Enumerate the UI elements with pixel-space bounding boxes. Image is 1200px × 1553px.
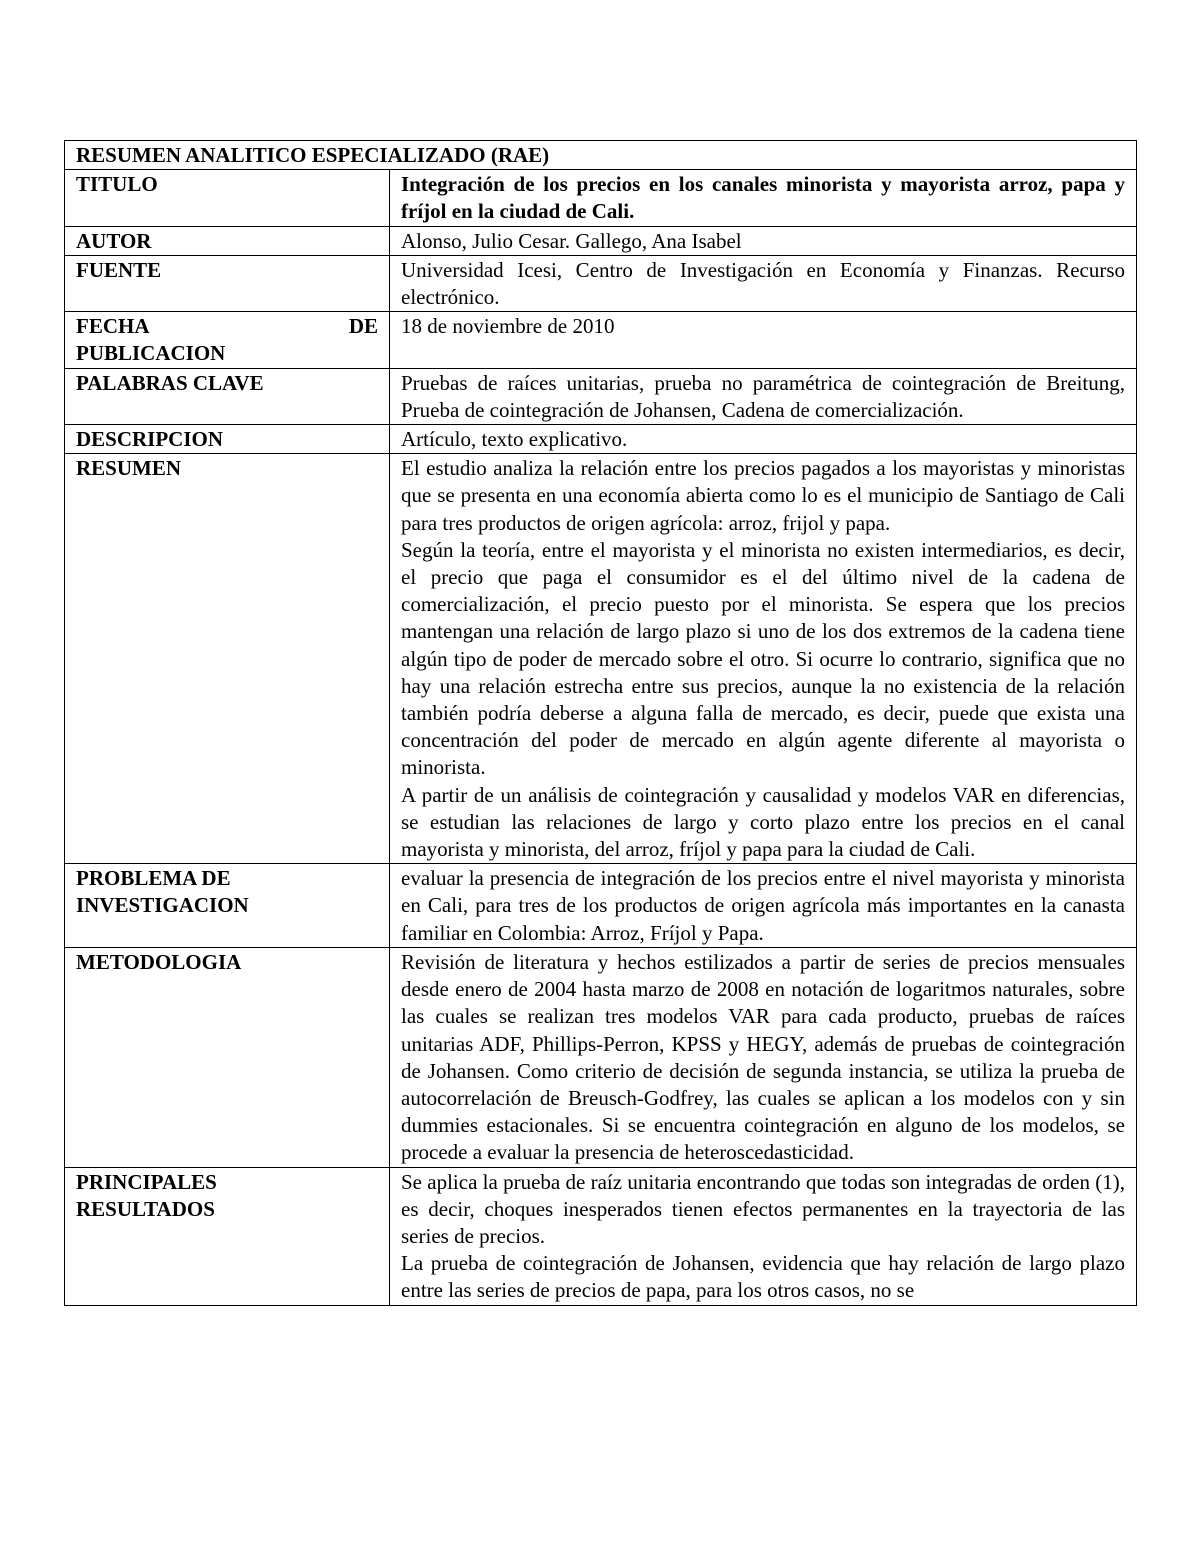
row-label-fecha-line2: PUBLICACION xyxy=(76,341,226,366)
row-value-fecha: 18 de noviembre de 2010 xyxy=(390,312,1137,368)
table-row-fecha xyxy=(65,312,1137,368)
row-label-titulo: TITULO xyxy=(65,170,390,226)
row-label-resultados-line1: PRINCIPALES xyxy=(76,1169,217,1194)
resultados-paragraph-1: Se aplica la prueba de raíz unitaria encontrando que todas son integradas de orden (1), es decir, choques inesperados tienen efectos permanentes en la trayectoria de las series de precios. xyxy=(401,1169,1125,1248)
row-value-titulo: Integración de los precios en los canales minorista y mayorista arroz, papa y fríjol en la ciudad de Cali. xyxy=(390,170,1137,226)
table-row-problema xyxy=(65,864,1137,948)
table-row-fuente xyxy=(65,255,1137,311)
table-row-autor xyxy=(65,226,1137,255)
resumen-paragraph-1: El estudio analiza la relación entre los precios pagados a los mayoristas y minoristas que se presenta en una economía abierta como lo es el municipio de Santiago de Cali para tres productos de origen agrícola: arroz, frijol y papa. xyxy=(401,456,1125,535)
table-row-titulo xyxy=(65,170,1137,226)
row-value-fuente: Universidad Icesi, Centro de Investigación en Economía y Finanzas. Recurso electrónico. xyxy=(390,255,1137,311)
row-value-descripcion: Artículo, texto explicativo. xyxy=(390,425,1137,454)
row-label-autor: AUTOR xyxy=(65,226,390,255)
row-label-problema xyxy=(65,864,390,948)
table-row-resumen xyxy=(65,454,1137,864)
table-row-palabras-clave xyxy=(65,368,1137,424)
table-header-row xyxy=(65,141,1137,170)
row-value-problema: evaluar la presencia de integración de los precios entre el nivel mayorista y minorista en Cali, para tres de los productos de origen agrícola más importantes en la canasta familiar en Colombia: Arroz, Fríjol y Papa. xyxy=(390,864,1137,948)
table-header: RESUMEN ANALITICO ESPECIALIZADO (RAE) xyxy=(65,141,1137,170)
row-label-palabras-clave: PALABRAS CLAVE xyxy=(65,368,390,424)
row-label-fecha-line1: FECHA DE xyxy=(76,314,378,339)
row-label-metodologia: METODOLOGIA xyxy=(65,947,390,1167)
row-label-resumen: RESUMEN xyxy=(65,454,390,864)
rae-table xyxy=(64,140,1137,1306)
table-row-metodologia xyxy=(65,947,1137,1167)
row-label-problema-line2: INVESTIGACION xyxy=(76,893,249,918)
row-value-palabras-clave: Pruebas de raíces unitarias, prueba no paramétrica de cointegración de Breitung, Prueba de cointegración de Johansen, Cadena de comercialización. xyxy=(390,368,1137,424)
row-label-resultados-line2: RESULTADOS xyxy=(76,1196,215,1221)
table-row-resultados xyxy=(65,1167,1137,1305)
row-label-problema-line1: PROBLEMA DE xyxy=(76,866,231,891)
row-label-fuente: FUENTE xyxy=(65,255,390,311)
resultados-paragraph-2: La prueba de cointegración de Johansen, evidencia que hay relación de largo plazo entre las series de precios de papa, para los otros casos, no se xyxy=(401,1251,1125,1303)
row-value-resumen xyxy=(390,454,1137,864)
row-label-resultados xyxy=(65,1167,390,1305)
table-row-descripcion xyxy=(65,425,1137,454)
row-label-descripcion: DESCRIPCION xyxy=(65,425,390,454)
row-value-resultados xyxy=(390,1167,1137,1305)
resumen-paragraph-2: Según la teoría, entre el mayorista y el minorista no existen intermediarios, es decir, el precio que paga el consumidor es el del último nivel de la cadena de comercialización, el precio puesto por el minorista. Se espera que los precios mantengan una relación de largo plazo si uno de los dos extremos de la cadena tiene algún tipo de poder de mercado sobre el otro. Si ocurre lo contrario, significa que no hay una relación estrecha entre sus precios, aunque la no existencia de la relación también podría deberse a alguna falla de mercado, es decir, puede que exista una concentración del poder de mercado en algún agente diferente al mayorista o minorista. xyxy=(401,537,1125,780)
row-value-metodologia: Revisión de literatura y hechos estilizados a partir de series de precios mensuales desde enero de 2004 hasta marzo de 2008 en notación de logaritmos naturales, sobre las cuales se realizan tres modelos VAR para cada producto, pruebas de raíces unitarias ADF, Phillips-Perron, KPSS y HEGY, además de pruebas de cointegración de Johansen. Como criterio de decisión de segunda instancia, se utiliza la prueba de autocorrelación de Breusch-Godfrey, las cuales se aplican a los modelos con y sin dummies estacionales. Si se encuentra cointegración en alguno de los modelos, se procede a evaluar la presencia de heteroscedasticidad. xyxy=(390,947,1137,1167)
row-label-fecha xyxy=(65,312,390,368)
resumen-paragraph-3: A partir de un análisis de cointegración y causalidad y modelos VAR en diferencias, se estudian las relaciones de largo y corto plazo entre los precios en el canal mayorista y minorista, del arroz, fríjol y papa para la ciudad de Cali. xyxy=(401,782,1125,862)
row-value-autor: Alonso, Julio Cesar. Gallego, Ana Isabel xyxy=(390,226,1137,255)
